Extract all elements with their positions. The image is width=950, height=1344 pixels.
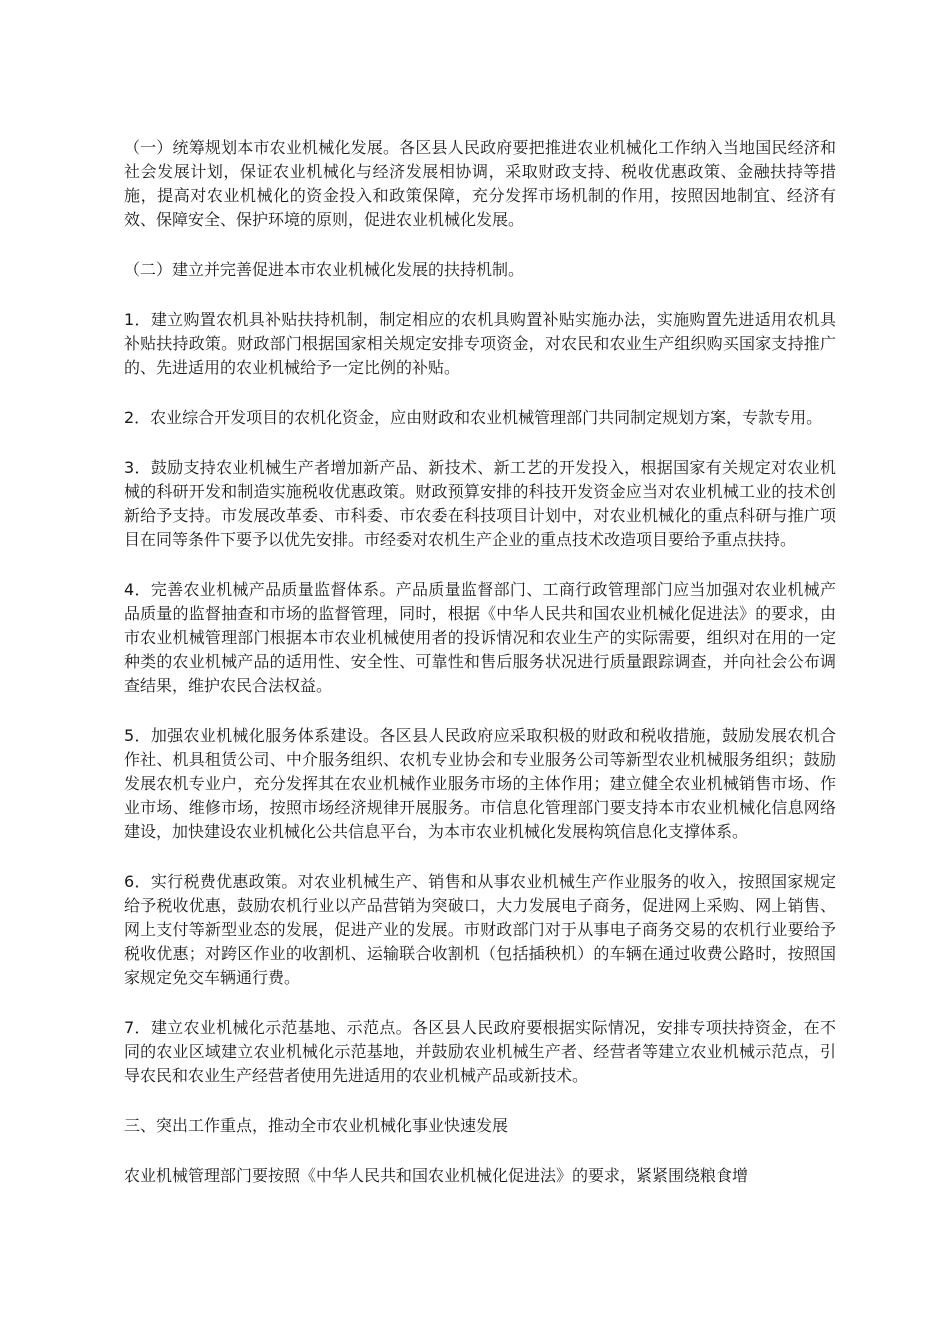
paragraph-section-1: （一）统筹规划本市农业机械化发展。各区县人民政府要把推进农业机械化工作纳入当地国民经济和社会发展计划，保证农业机械化与经济发展相协调，采取财政支持、税收优惠政策、金融扶持等措施，提高对农业机械化的资金投入和政策保障，充分发挥市场机制的作用，按照因地制宜、经济有效、保障安全、保护环境的原则，促进农业机械化发展。 — [124, 138, 836, 229]
document-body — [124, 136, 836, 1214]
paragraph-section-3-intro: 农业机械管理部门要按照《中华人民共和国农业机械化促进法》的要求，紧紧围绕粮食增 — [124, 1166, 749, 1185]
section-3-heading: 三、突出工作重点，推动全市农业机械化事业快速发展 — [124, 1116, 509, 1135]
paragraph-item-2: 2．农业综合开发项目的农机化资金，应由财政和农业机械管理部门共同制定规划方案，专款专用。 — [124, 408, 823, 427]
paragraph-item-1: 1．建立购置农机具补贴扶持机制，制定相应的农机具购置补贴实施办法，实施购置先进适用农机具补贴扶持政策。财政部门根据国家相关规定安排专项资金，对农民和农业生产组织购买国家支持推广的、先进适用的农业机械给予一定比例的补贴。 — [124, 310, 836, 377]
paragraph-item-7: 7．建立农业机械化示范基地、示范点。各区县人民政府要根据实际情况，安排专项扶持资金，在不同的农业区域建立农业机械化示范基地，并鼓励农业机械生产者、经营者等建立农业机械示范点，引导农民和农业生产经营者使用先进适用的农业机械产品或新技术。 — [124, 1018, 836, 1085]
paragraph-item-5: 5．加强农业机械化服务体系建设。各区县人民政府应采取积极的财政和税收措施，鼓励发展农机合作社、机具租赁公司、中介服务组织、农机专业协会和专业服务公司等新型农业机械服务组织；鼓励发展农机专业户，充分发挥其在农业机械作业服务市场的主体作用；建立健全农业机械销售市场、作业市场、维修市场，按照市场经济规律开展服务。市信息化管理部门要支持本市农业机械化信息网络建设，加快建设农业机械化公共信息平台，为本市农业机械化发展构筑信息化支撑体系。 — [124, 726, 836, 841]
paragraph-item-6: 6．实行税费优惠政策。对农业机械生产、销售和从事农业机械生产作业服务的收入，按照国家规定给予税收优惠，鼓励农机行业以产品营销为突破口，大力发展电子商务，促进网上采购、网上销售、网上支付等新型业态的发展，促进产业的发展。市财政部门对于从事电子商务交易的农机行业要给予税收优惠；对跨区作业的收割机、运输联合收割机（包括插秧机）的车辆在通过收费公路时，按照国家规定免交车辆通行费。 — [124, 872, 836, 987]
paragraph-section-2-heading: （二）建立并完善促进本市农业机械化发展的扶持机制。 — [124, 260, 525, 279]
paragraph-item-4: 4．完善农业机械产品质量监督体系。产品质量监督部门、工商行政管理部门应当加强对农业机械产品质量的监督抽查和市场的监督管理，同时，根据《中华人民共和国农业机械化促进法》的要求，由市农业机械管理部门根据本市农业机械使用者的投诉情况和农业生产的实际需要，组织对在用的一定种类的农业机械产品的适用性、安全性、可靠性和售后服务状况进行质量跟踪调查，并向社会公布调查结果，维护农民合法权益。 — [124, 580, 836, 695]
paragraph-item-3: 3．鼓励支持农业机械生产者增加新产品、新技术、新工艺的开发投入，根据国家有关规定对农业机械的科研开发和制造实施税收优惠政策。财政预算安排的科技开发资金应当对农业机械工业的技术创新给予支持。市发展改革委、市科委、市农委在科技项目计划中，对农业机械化的重点科研与推广项目在同等条件下要予以优先安排。市经委对农机生产企业的重点技术改造项目要给予重点扶持。 — [124, 458, 836, 549]
